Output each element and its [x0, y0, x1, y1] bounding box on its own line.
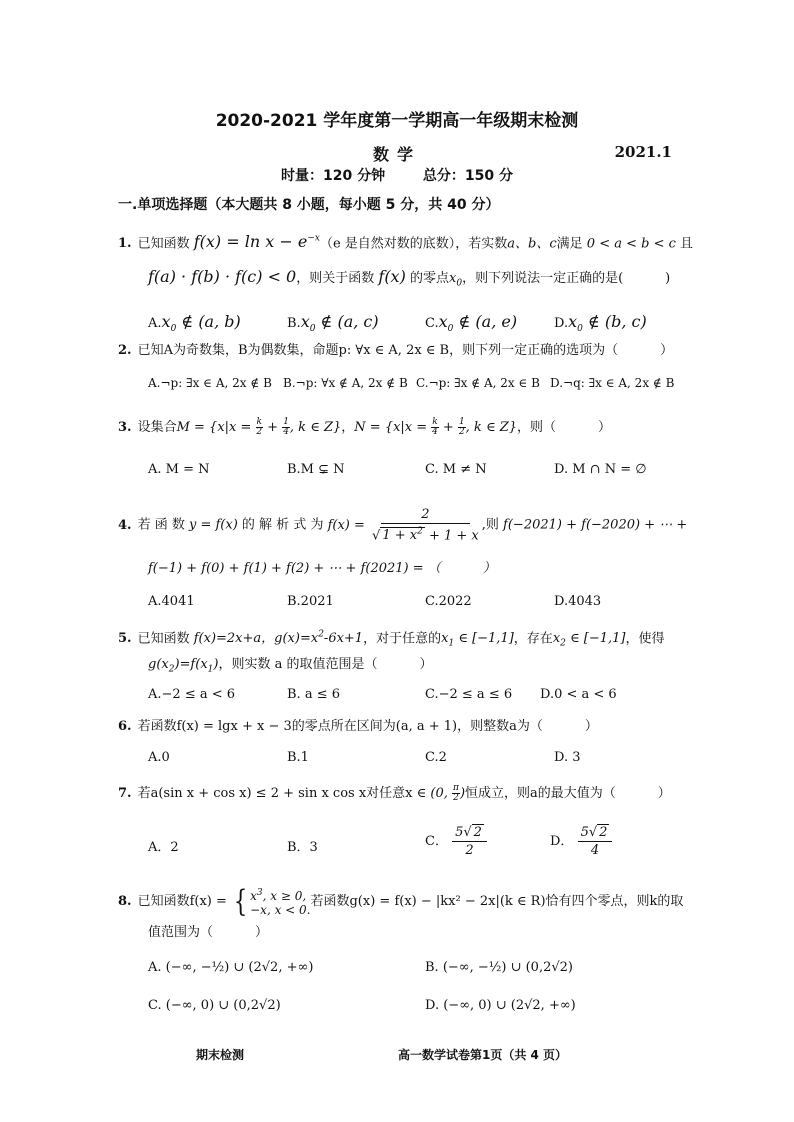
formula: y = f(x) — [188, 517, 238, 533]
q5-option-d[interactable]: D.0 < a < 6 — [540, 687, 617, 702]
q7-option-c[interactable]: C． $\frac{5√ 2}{2}$ — [425, 824, 487, 859]
q2-option-b[interactable]: B.¬p: ∀x ∉ A, 2x ∉ B — [283, 376, 408, 390]
question-text: 若函数f(x) = lgx + x − 3的零点所在区间为(a, a + 1)，则整数a为（ — [137, 719, 543, 734]
question-text: 满足 — [556, 236, 583, 252]
exam-date: 2021.1 — [614, 143, 672, 161]
formula: $x_0$ ∉ (a, e) — [438, 312, 518, 335]
question-text: ) — [665, 271, 671, 286]
exam-title: 2020-2021 学年度第一学期高一年级期末检测 — [215, 111, 579, 131]
formula: $f(x) = \ln x - e^{-x}$ — [193, 232, 320, 252]
interval: (0, $\frac{\pi}{2}$ ) — [430, 783, 466, 803]
section-heading: 一.单项选择题（本大题共 8 小题，每小题 5 分，共 40 分） — [118, 197, 500, 213]
q6-option-b[interactable]: B.1 — [287, 750, 309, 765]
question-4-line-2: f(−1) + f(0) + f(1) + f(2) + ⋯ + f(2021) = （ ） — [148, 561, 496, 576]
question-text: 的零点 — [409, 271, 449, 286]
q4-option-b[interactable]: B.2021 — [287, 594, 334, 609]
q3-option-a[interactable]: A. M = N — [148, 462, 210, 477]
piecewise-function: { $x^3$, x ≥ 0, −x, x < 0. — [233, 883, 311, 919]
formula: f(a) · f(b) · f(c) < 0 — [148, 267, 297, 286]
question-text: 的 解 析 式 为 — [241, 517, 324, 533]
q4-option-a[interactable]: A.4041 — [148, 594, 195, 609]
formula: f(x) — [378, 267, 406, 286]
q8-option-d[interactable]: D. (−∞, 0) ∪ (2√2, +∞) — [425, 998, 576, 1013]
q6-option-d[interactable]: D. 3 — [554, 750, 581, 765]
footer-left: 期末检测 — [196, 1048, 245, 1062]
formula: f(x)=2x+a，$g(x)=x^2-6x+1$ — [193, 630, 364, 647]
question-text: 已知函数 — [137, 631, 190, 647]
formula: a、b、c — [507, 236, 557, 252]
formula: $x_1$ ∈ [−1,1] — [441, 631, 514, 649]
formula: $x_2$ ∈ [−1,1] — [552, 631, 626, 649]
question-7: 7. 若a(sin x + cos x) ≤ 2 + sin x cos x对任意x ∈ (0, $\frac{\pi}{2}$ )恒成立，则a的最大值为（ ） — [118, 783, 671, 803]
q1-option-a[interactable]: $A.x_0$ ∉ (a, b) — [148, 312, 241, 335]
question-text: ，则下列说法一定正确的是( — [462, 271, 624, 286]
q1-option-d[interactable]: $D.x_0$ ∉ (b, c) — [554, 312, 647, 335]
q6-option-a[interactable]: A.0 — [148, 750, 170, 765]
question-4-line-1: 4. 若 函 数 y = f(x) 的 解 析 式 为 f(x) = $\frac{2}{√ 1 + x^2 + 1 + x}$ ,则 f(−2021) + f(−2020) + ⋯ + — [118, 507, 688, 544]
q1-option-b[interactable]: $B.x_0$ ∉ (a, c) — [287, 312, 379, 335]
question-number: 6. — [118, 719, 132, 734]
formula: $x_0$ ∉ (a, b) — [161, 312, 241, 335]
question-text: （e 是自然对数的底数），若实数 — [319, 236, 508, 252]
q3-option-c[interactable]: C. M ≠ N — [425, 462, 487, 477]
q5-option-b[interactable]: B. a ≤ 6 — [287, 687, 340, 702]
question-number: 4. — [118, 517, 132, 533]
question-text: 设集合 — [137, 420, 177, 435]
set-M: M = {x|x = $\frac{k}{2}$ + $\frac{1}{4}$ , k ∈ Z} — [176, 417, 342, 437]
set-N: N = {x|x = $\frac{k}{4}$ + $\frac{1}{2}$ , k ∈ Z} — [354, 417, 518, 437]
formula: $x_0$ ∉ (b, c) — [568, 312, 647, 335]
formula: $x_0$ — [448, 271, 463, 289]
question-text: 已知函数 — [137, 236, 190, 252]
question-text: 已知A为奇数集，B为偶数集，命题p: ∀x ∈ A, 2x ∈ B，则下列一定正确的选项为（ — [137, 343, 619, 358]
total-score: 总分：150 分 — [422, 168, 513, 184]
q1-option-c[interactable]: $C.x_0$ ∉ (a, e) — [425, 312, 518, 335]
question-5-line-2: $g(x_2)=f(x_1)$，则实数 a 的取值范围是（ ） — [148, 657, 433, 675]
q5-option-c[interactable]: C.−2 ≤ a ≤ 6 — [425, 687, 513, 702]
question-text: 且 — [680, 236, 694, 252]
question-1-line-2 — [148, 268, 670, 293]
footer-page-number: 高一数学试卷第1页（共 4 页） — [398, 1048, 568, 1062]
question-8-line-1: 8. 已知函数f(x) = { $x^3$, x ≥ 0, −x, x < 0. 若函数g(x) = f(x) − |kx² − 2x|(k ∈ R)恰有四个零点，则k的取 — [118, 883, 684, 919]
question-number: 8. — [118, 894, 132, 909]
question-number: 5. — [118, 631, 132, 647]
question-6: 6. 若函数f(x) = lgx + x − 3的零点所在区间为(a, a + 1)，则整数a为（ ） — [118, 719, 598, 734]
q4-option-c[interactable]: C.2022 — [425, 594, 472, 609]
q8-option-a[interactable]: A. (−∞, −½) ∪ (2√2, +∞) — [148, 960, 314, 975]
q8-option-c[interactable]: C. (−∞, 0) ∪ (0,2√2) — [148, 998, 281, 1013]
q3-option-b[interactable]: B.M ⊊ N — [287, 462, 345, 477]
question-text: 已知函数f(x) = — [137, 894, 227, 909]
question-8-line-2: 值范围为（ ） — [148, 925, 269, 940]
time-limit: 时量：120 分钟 — [281, 168, 386, 184]
subject-title: 数学 — [372, 145, 421, 164]
q2-option-c[interactable]: C.¬p: ∃x ∉ A, 2x ∈ B — [416, 376, 540, 390]
fraction: $\frac{5√ 2}{2}$ — [452, 824, 487, 859]
q8-option-b[interactable]: B. (−∞, −½) ∪ (0,2√2) — [425, 960, 573, 975]
q4-option-d[interactable]: D.4043 — [554, 594, 602, 609]
formula: f(x) = $\frac{2}{√ 1 + x^2 + 1 + x}$ — [327, 507, 479, 544]
formula: 0 < a < b < c — [586, 236, 676, 252]
question-text: 若a(sin x + cos x) ≤ 2 + sin x cos x对任意x ∈ — [137, 786, 427, 801]
question-text: ，则关于函数 — [296, 271, 375, 286]
question-1-line-1 — [118, 230, 693, 253]
q6-option-c[interactable]: C.2 — [425, 750, 447, 765]
q2-option-d[interactable]: D.¬q: ∃x ∈ A, 2x ∉ B — [550, 376, 675, 390]
fraction: $\frac{5√ 2}{4}$ — [578, 824, 613, 859]
question-number: 3. — [118, 420, 132, 435]
q3-option-d[interactable]: D. M ∩ N = ∅ — [554, 462, 647, 477]
question-number: 7. — [118, 786, 132, 801]
question-text: 若 函 数 — [137, 517, 185, 533]
question-number: 2. — [118, 343, 132, 358]
q2-option-a[interactable]: A.¬p: ∃x ∈ A, 2x ∉ B — [148, 376, 272, 390]
formula: $g(x_2)=f(x_1)$ — [148, 657, 219, 675]
question-5-line-1: 5. 已知函数 f(x)=2x+a，$g(x)=x^2-6x+1$，对于任意的$x_1$ ∈ [−1,1]，存在$x_2$ ∈ [−1,1]，使得 — [118, 630, 665, 649]
q7-option-a[interactable]: A．2 — [148, 840, 179, 855]
q7-option-b[interactable]: B．3 — [287, 840, 318, 855]
formula: f(−2021) + f(−2020) + ⋯ + — [503, 517, 688, 533]
formula: $x_0$ ∉ (a, c) — [300, 312, 379, 335]
question-3: 3. 设集合M = {x|x = $\frac{k}{2}$ + $\frac{1}{4}$ , k ∈ Z}，N = {x|x = $\frac{k}{4}$ + $\frac{1}{2}$ , k ∈ Z}，则（ ） — [118, 417, 612, 437]
question-2: 2. 已知A为奇数集，B为偶数集，命题p: ∀x ∈ A, 2x ∈ B，则下列一定正确的选项为（ ） — [118, 343, 674, 358]
question-number: 1. — [118, 236, 132, 252]
q5-option-a[interactable]: A.−2 ≤ a < 6 — [148, 687, 236, 702]
exam-meta — [0, 165, 794, 185]
q7-option-d[interactable]: D． $\frac{5√ 2}{4}$ — [550, 824, 612, 859]
